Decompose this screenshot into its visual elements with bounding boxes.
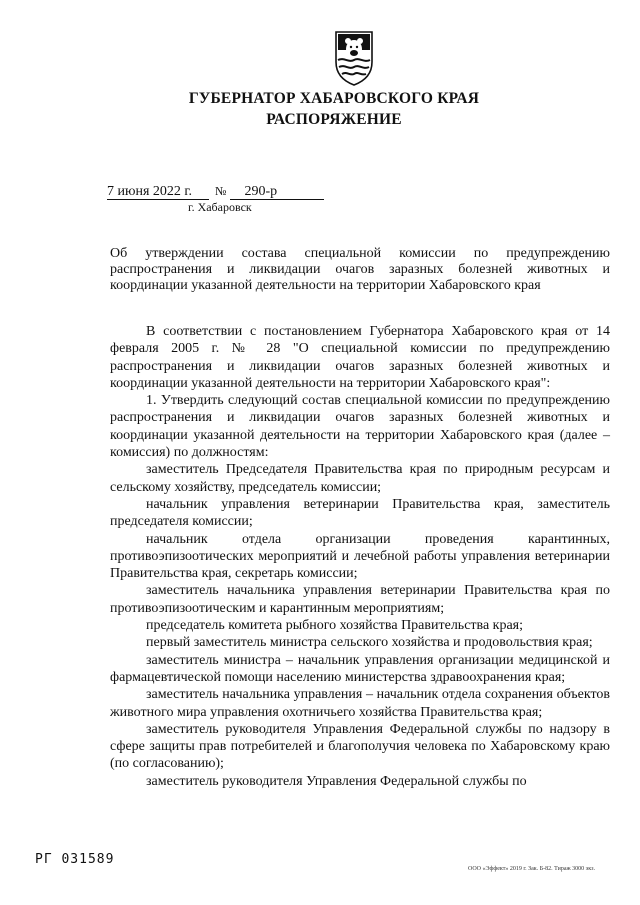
body-paragraph: 1. Утвердить следующий состав специальной комиссии по предупреждению распространения и ликвидации очагов заразных болезней животных и координации указанной деятельности на территории Хабаровского края (далее – комиссия) по должностям: [110,393,610,461]
body-paragraph: заместитель начальника управления ветеринарии Правительства края по противоэпизоотическим и карантинным мероприятиям; [110,583,610,616]
body-paragraph: В соответствии с постановлением Губернатора Хабаровского края от 14 февраля 2005 г. № 28 "О специальной комиссии по предупреждению распространения и ликвидации очагов заразных болезней животных и координации указанной деятельности на территории Хабаровского края": [110,324,610,391]
body-paragraph: заместитель руководителя Управления Федеральной службы по [146,773,527,789]
document-city: г. Хабаровск [188,200,252,214]
body-paragraph: первый заместитель министра сельского хозяйства и продовольствия края; [146,635,593,651]
document-body [110,323,610,790]
body-paragraph: заместитель руководителя Управления Федеральной службы по надзору в сфере защиты прав потребителей и благополучия человека по Хабаровскому краю (по согласованию); [110,721,610,772]
date-number-line [107,184,324,200]
body-paragraph: заместитель начальника управления – начальник отдела сохранения объектов животного мира управления охотничьего хозяйства Правительства края; [110,687,610,720]
number-label: № [215,184,227,198]
body-paragraph: начальник отдела организации проведения карантинных, противоэпизоотических мероприятий и лечебной работы управления ветеринарии Правительства края, секретарь комиссии; [110,531,610,582]
body-paragraph: заместитель министра – начальник управления организации медицинской и фармацевтической помощи населению министерства здравоохранения края; [110,652,610,685]
body-paragraph: заместитель Председателя Правительства края по природным ресурсам и сельскому хозяйству, председатель комиссии; [110,462,610,495]
coat-of-arms-icon [334,30,374,86]
document-type: РАСПОРЯЖЕНИЕ [266,111,402,128]
body-paragraph: председатель комитета рыбного хозяйства Правительства края; [146,618,524,634]
document-subject: Об утверждении состава специальной комиссии по предупреждению распространения и ликвидации очагов заразных болезней животных и координации указанной деятельности на территории Хабаровского края [110,246,610,293]
body-paragraph: начальник управления ветеринарии Правительства края, заместитель председателя комиссии; [110,496,610,530]
issuing-authority: ГУБЕРНАТОР ХАБАРОВСКОГО КРАЯ [188,90,480,107]
document-number: 290-р [230,184,324,200]
document-date: 7 июня 2022 г. [107,184,209,200]
printer-imprint: ООО «Эффект» 2019 г. Зак. Б-82. Тираж 3000 экз. [468,866,595,872]
form-serial-number: РГ 031589 [35,852,115,867]
